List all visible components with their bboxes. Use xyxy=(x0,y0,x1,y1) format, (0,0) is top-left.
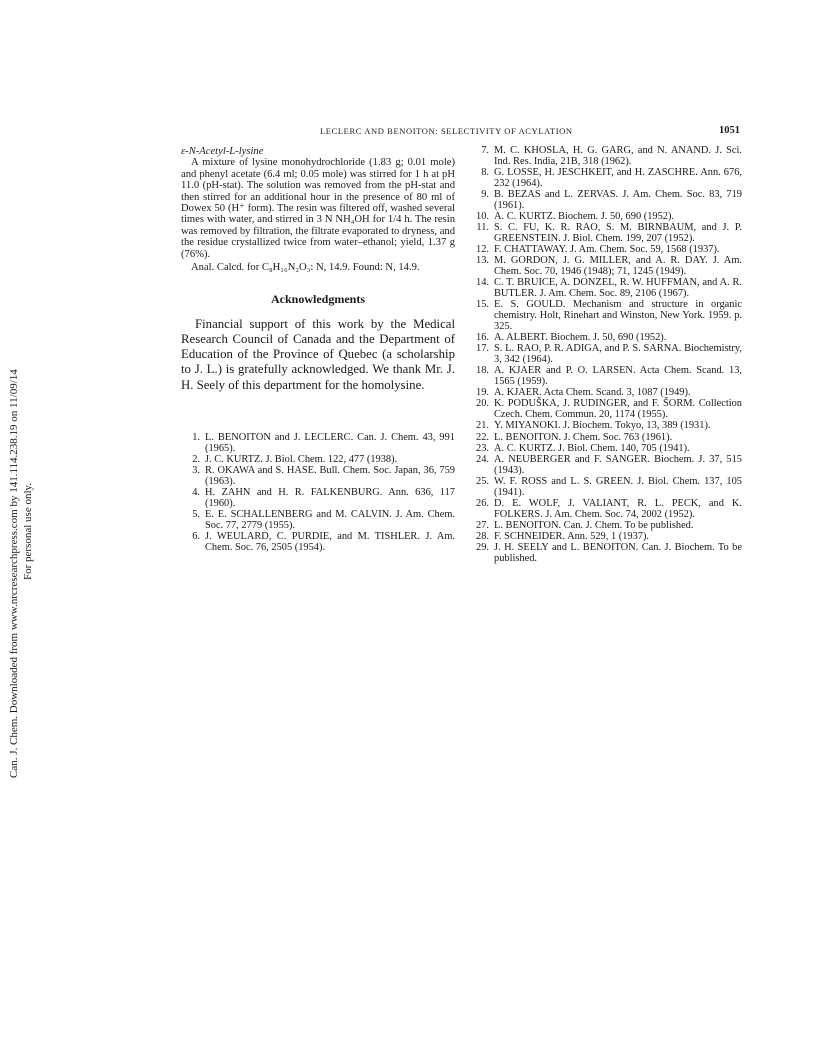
reference-text: E. S. GOULD. Mechanism and structure in organic chemistry. Holt, Rinehart and Winston, New York. 1959. p. 325. xyxy=(494,299,742,332)
reference-number: 3. xyxy=(192,465,200,477)
reference-text: S. C. FU, K. R. RAO, S. M. BIRNBAUM, and J. P. GREENSTEIN. J. Biol. Chem. 199, 207 (1952). xyxy=(494,222,742,244)
reference-text: J. WEULARD, C. PURDIE, and M. TISHLER. J. Am. Chem. Soc. 76, 2505 (1954). xyxy=(205,531,455,553)
reference-item xyxy=(470,399,742,421)
reference-item xyxy=(470,212,742,223)
reference-number: 6. xyxy=(192,531,200,543)
reference-item xyxy=(470,256,742,278)
reference-text: L. BENOITON and J. LECLERC. Can. J. Chem. 43, 991 (1965). xyxy=(205,431,455,454)
reference-number: 19. xyxy=(476,387,489,399)
reference-item xyxy=(470,455,742,477)
download-notice: Can. J. Chem. Downloaded from www.nrcresearchpress.com by 141.114.238.19 on 11/09/14 xyxy=(8,369,20,778)
reference-item xyxy=(181,455,455,466)
reference-item xyxy=(470,245,742,256)
reference-number: 21. xyxy=(476,420,489,432)
reference-text: A. KJAER. Acta Chem. Scand. 3, 1087 (1949). xyxy=(494,387,691,399)
reference-number: 15. xyxy=(476,299,489,311)
reference-number: 16. xyxy=(476,332,489,344)
reference-item xyxy=(470,543,742,565)
reference-number: 26. xyxy=(476,497,489,509)
running-head: LECLERC AND BENOITON: SELECTIVITY OF ACYLATION xyxy=(320,126,573,136)
page-header xyxy=(320,126,740,138)
reference-text: M. C. KHOSLA, H. G. GARG, and N. ANAND. J. Sci. Ind. Res. India, 21B, 318 (1962). xyxy=(494,145,742,167)
reference-text: R. OKAWA and S. HASE. Bull. Chem. Soc. Japan, 36, 759 (1963). xyxy=(205,465,455,487)
reference-number: 1. xyxy=(192,431,200,443)
reference-item xyxy=(181,532,455,554)
reference-item xyxy=(470,444,742,455)
reference-number: 29. xyxy=(476,542,489,554)
reference-text: F. CHATTAWAY. J. Am. Chem. Soc. 59, 1568 (1937). xyxy=(494,244,720,256)
reference-text: K. PODUŠKA, J. RUDINGER, and F. ŠORM. Collection Czech. Chem. Commun. 20, 1174 (1955). xyxy=(494,398,742,421)
reference-list-right xyxy=(470,146,742,565)
reference-item xyxy=(470,421,742,432)
reference-number: 23. xyxy=(476,442,489,454)
reference-item xyxy=(470,146,742,168)
reference-text: C. T. BRUICE, A. DONZEL, R. W. HUFFMAN, and A. R. BUTLER. J. Am. Chem. Soc. 89, 2106 (1967). xyxy=(494,277,742,300)
reference-item xyxy=(470,168,742,190)
reference-text: A. C. KURTZ. J. Biol. Chem. 140, 705 (1941). xyxy=(494,442,690,454)
reference-item xyxy=(470,477,742,499)
reference-number: 4. xyxy=(192,487,200,499)
reference-number: 12. xyxy=(476,244,489,256)
reference-item xyxy=(470,344,742,366)
reference-number: 7. xyxy=(481,145,489,156)
acknowledgments-heading: Acknowledgments xyxy=(270,292,365,307)
page-number: 1051 xyxy=(719,125,740,136)
reference-number: 11. xyxy=(476,222,489,234)
right-column xyxy=(470,146,742,565)
reference-number: 27. xyxy=(476,519,489,531)
reference-item xyxy=(470,300,742,332)
reference-number: 14. xyxy=(476,277,489,289)
compound-title: ε-N-Acetyl-L-lysine xyxy=(181,146,264,157)
reference-text: L. BENOITON. J. Chem. Soc. 763 (1961). xyxy=(494,431,673,443)
reference-number: 18. xyxy=(476,365,489,377)
reference-item xyxy=(470,190,742,212)
reference-number: 17. xyxy=(476,343,489,355)
reference-text: G. LOSSE, H. JESCHKEIT, and H. ZASCHRE. Ann. 676, 232 (1964). xyxy=(494,166,742,189)
reference-item xyxy=(470,333,742,344)
download-watermark xyxy=(2,280,42,780)
reference-text: S. L. RAO, P. R. ADIGA, and P. S. SARNA. Biochemistry, 3, 342 (1964). xyxy=(494,343,742,366)
reference-item xyxy=(470,366,742,388)
reference-number: 8. xyxy=(481,166,489,178)
reference-item xyxy=(181,466,455,488)
reference-item xyxy=(470,433,742,444)
reference-number: 5. xyxy=(192,509,200,521)
reference-number: 9. xyxy=(481,188,489,200)
reference-text: J. H. SEELY and L. BENOITON. Can. J. Biochem. To be published. xyxy=(494,542,742,565)
reference-text: W. F. ROSS and L. S. GREEN. J. Biol. Chem. 137, 105 (1941). xyxy=(494,475,742,498)
reference-text: A. C. KURTZ. Biochem. J. 50, 690 (1952). xyxy=(494,210,675,222)
reference-text: F. SCHNEIDER. Ann. 529, 1 (1937). xyxy=(494,531,650,543)
reference-text: M. GORDON, J. G. MILLER, and A. R. DAY. J. Am. Chem. Soc. 70, 1946 (1948); 71, 1245 (1949). xyxy=(494,255,742,278)
reference-text: H. ZAHN and H. R. FALKENBURG. Ann. 636, 117 (1960). xyxy=(205,487,455,509)
reference-item xyxy=(470,278,742,300)
reference-item xyxy=(470,223,742,245)
reference-list-left xyxy=(181,433,455,554)
reference-item xyxy=(181,510,455,532)
reference-text: A. ALBERT. Biochem. J. 50, 690 (1952). xyxy=(494,332,667,344)
personal-use-notice: For personal use only. xyxy=(22,482,34,580)
reference-text: Y. MIYANOKI. J. Biochem. Tokyo, 13, 389 (1931). xyxy=(494,420,711,432)
reference-number: 20. xyxy=(476,398,489,410)
reference-number: 22. xyxy=(476,431,489,443)
reference-item xyxy=(470,499,742,521)
reference-text: A. KJAER and P. O. LARSEN. Acta Chem. Scand. 13, 1565 (1959). xyxy=(494,365,742,388)
reference-number: 2. xyxy=(192,453,200,465)
elemental-analysis: Anal. Calcd. for C₈H₁₆N₂O₃: N, 14.9. Found: N, 14.9. xyxy=(191,262,420,274)
acknowledgments-text: Financial support of this work by the Medical Research Council of Canada and the Department of Education of the Province of Quebec (a scholarship to J. L.) is gratefully acknowledged. We thank Mr. J. H. Seely of this department for the homolysine. xyxy=(181,316,455,392)
reference-item xyxy=(470,532,742,543)
reference-text: A. NEUBERGER and F. SANGER. Biochem. J. 37, 515 (1943). xyxy=(494,453,742,476)
reference-text: J. C. KURTZ. J. Biol. Chem. 122, 477 (1938). xyxy=(205,453,398,465)
reference-number: 28. xyxy=(476,531,489,543)
experimental-procedure: A mixture of lysine monohydrochloride (1.83 g; 0.01 mole) and phenyl acetate (6.4 ml; 0.05 mole) was stirred for 1 h at pH 11.0 (pH-stat). The solution was removed from the pH-stat and then stirred for an additional hour in the presence of 80 ml of Dowex 50 (H⁺ form). The resin was filtered off, washed several times with water, and stirred in 3 N NH₄OH for 1/4 h. The resin was removed by filtration, the filtrate evaporated to dryness, and the residue crystallized twice from water–ethanol; yield, 1.37 g (76%). xyxy=(181,157,455,260)
reference-text: L. BENOITON. Can. J. Chem. To be published. xyxy=(494,519,694,531)
reference-item xyxy=(181,433,455,455)
reference-text: B. BEZAS and L. ZERVAS. J. Am. Chem. Soc. 83, 719 (1961). xyxy=(494,188,742,211)
reference-text: D. E. WOLF, J. VALIANT, R. L. PECK, and K. FOLKERS. J. Am. Chem. Soc. 74, 2002 (1952). xyxy=(494,497,742,520)
reference-number: 24. xyxy=(476,453,489,465)
reference-number: 25. xyxy=(476,475,489,487)
reference-number: 10. xyxy=(476,210,489,222)
reference-item xyxy=(181,488,455,510)
left-column xyxy=(181,146,455,554)
reference-number: 13. xyxy=(476,255,489,267)
reference-item xyxy=(470,521,742,532)
reference-text: E. E. SCHALLENBERG and M. CALVIN. J. Am. Chem. Soc. 77, 2779 (1955). xyxy=(205,509,455,531)
